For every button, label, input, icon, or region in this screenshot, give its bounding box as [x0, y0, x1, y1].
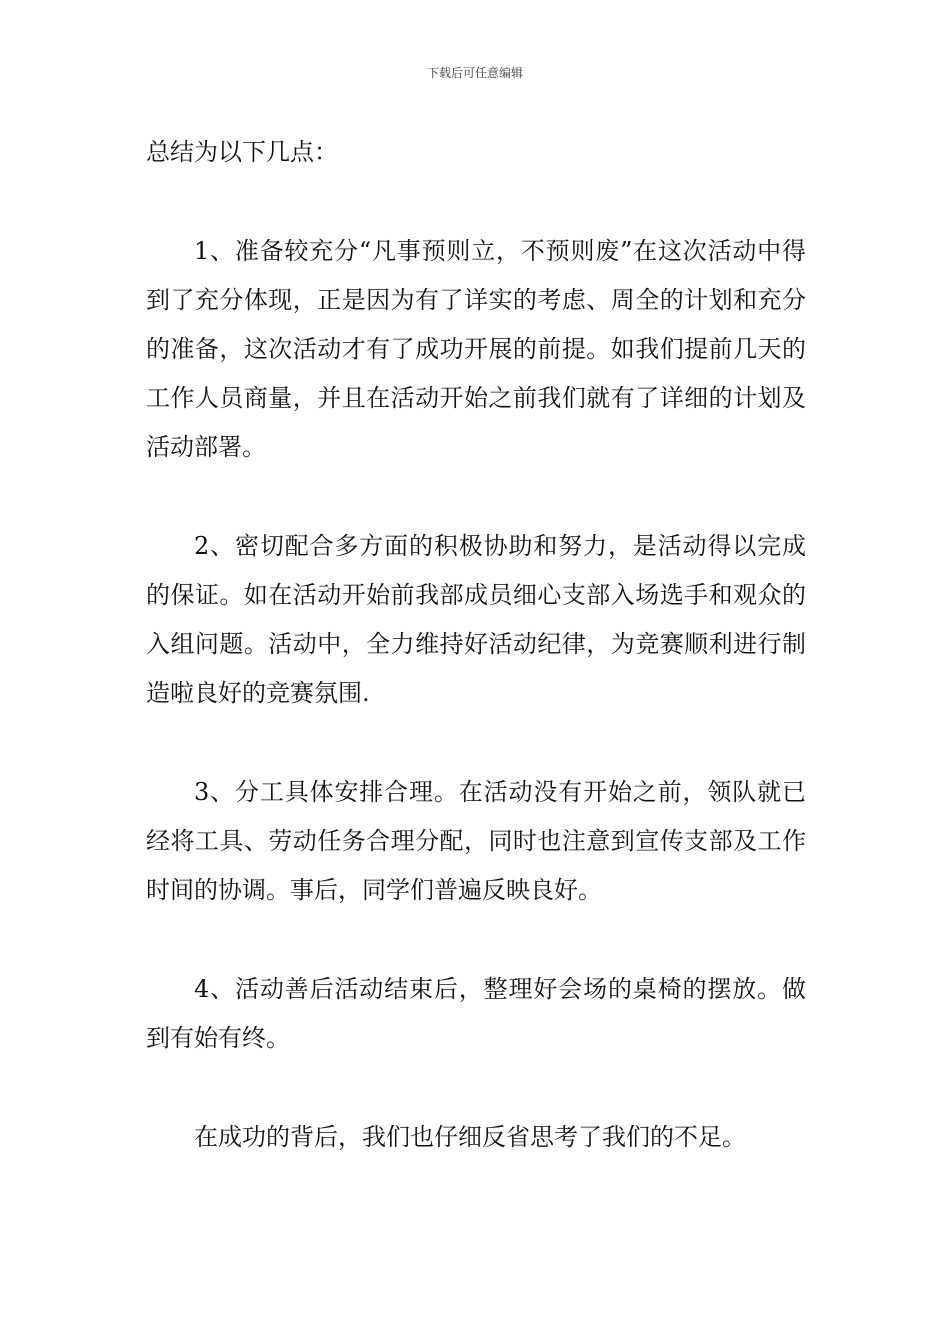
reflection-paragraph: 在成功的背后，我们也仔细反省思考了我们的不足。 — [194, 1123, 746, 1151]
point-2-paragraph: 2、密切配合多方面的积极协助和努力，是活动得以完成的保证。如在活动开始前我部成员细心支部入场选手和观众的入组问题。活动中，全力维持好活动纪律，为竞赛顺利进行制造啦良好的竞赛氛围. — [146, 532, 806, 707]
page-header: 下载后可任意编辑 — [426, 66, 523, 80]
point-4-paragraph: 4、活动善后活动结束后，整理好会场的桌椅的摆放。做到有始有终。 — [146, 975, 806, 1052]
document-body — [146, 128, 806, 1162]
paragraph-gap — [146, 472, 806, 522]
paragraph-gap — [146, 718, 806, 768]
point-1-paragraph: 1、准备较充分“凡事预则立，不预则废”在这次活动中得到了充分体现，正是因为有了详实的考虑、周全的计划和充分的准备，这次活动才有了成功开展的前提。如我们提前几天的工作人员商量，并且在活动开始之前我们就有了详细的计划及活动部署。 — [146, 237, 806, 461]
paragraph-gap — [146, 915, 806, 965]
paragraph-gap — [146, 177, 806, 227]
point-3-paragraph: 3、分工具体安排合理。在活动没有开始之前，领队就已经将工具、劳动任务合理分配，同时也注意到宣传支部及工作时间的协调。事后，同学们普遍反映良好。 — [146, 778, 806, 904]
paragraph-gap — [146, 1063, 806, 1113]
summary-intro-paragraph: 总结为以下几点： — [146, 138, 338, 166]
